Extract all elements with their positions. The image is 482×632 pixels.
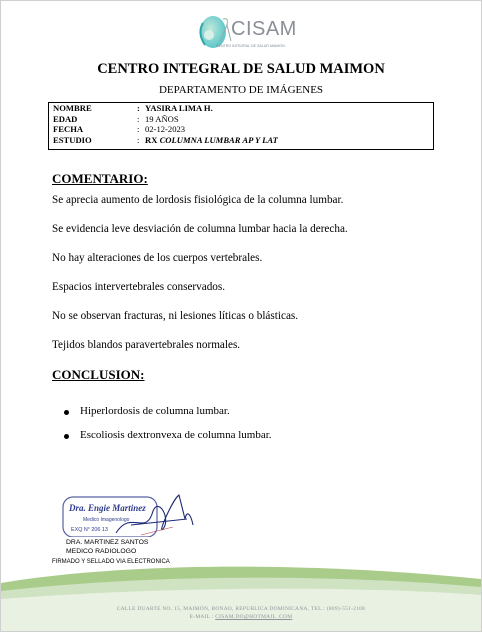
patient-row-edad [49,114,433,125]
patient-name: YASIRA LIMA H. [145,103,213,113]
bullet-icon [64,434,69,439]
conclusion-text: Hiperlordosis de columna lumbar. [80,405,230,417]
logo-subtitle: CENTRO INTEGRAL DE SALUD MAIMON [216,44,285,48]
row-label: NOMBRE [53,103,92,113]
department-label: DEPARTAMENTO DE IMÁGENES [158,84,324,96]
study-date: 02-12-2023 [145,124,186,134]
patient-info-box [48,102,434,150]
signature-note: FIRMADO Y SELLADO VIA ELECTRONICA [52,559,170,565]
doctor-name: DRA. MARTINEZ SANTOS [66,539,149,546]
conclusion-text: Escoliosis dextronvexa de columna lumbar. [80,429,272,441]
doctor-title: MEDICO RADIOLOGO [66,548,137,555]
row-separator: : [137,113,140,124]
row-label: FECHA [53,124,84,134]
comment-line: Se evidencia leve desviación de columna lumbar hacia la derecha. [52,223,348,235]
patient-row-nombre [49,103,433,114]
comentario-heading: COMENTARIO: [52,171,148,186]
patient-row-estudio [49,135,433,146]
comment-line: No se observan fracturas, ni lesiones líticas o blásticas. [52,310,299,322]
patient-age: 19 AÑOS [145,113,179,124]
footer-email-link[interactable]: CISAM.DO@HOTMAIL .COM [215,614,293,620]
stamp-title: Medico Imagenologo [83,517,130,523]
study-name [145,135,278,146]
bullet-icon [64,410,69,415]
stamp-exq: EXQ N° 206 13 [71,527,108,533]
signature-stamp [61,489,196,537]
logo-text: CISAM [231,18,297,40]
row-label: EDAD [53,113,78,124]
row-separator: : [137,124,140,134]
stamp-name: Dra. Engie Martinez [69,503,146,513]
row-label: ESTUDIO [53,134,92,145]
footer-email [1,614,481,620]
footer-email-label: E-MAIL : [189,614,214,620]
comment-line: Se aprecia aumento de lordosis fisiológica de la columna lumbar. [52,194,344,206]
comment-line: No hay alteraciones de los cuerpos vertebrales. [52,252,263,264]
study-description: COLUMNA LUMBAR AP Y LAT [159,134,278,145]
footer-wave [1,561,481,631]
study-prefix: RX [145,134,158,145]
row-separator: : [137,134,140,145]
patient-row-fecha [49,124,433,135]
comment-line: Espacios intervertebrales conservados. [52,281,226,293]
conclusion-heading: CONCLUSION: [52,367,145,382]
comment-line: Tejidos blandos paravertebrales normales. [52,339,241,351]
footer-address: CALLE DUARTE NO. 15, MAIMÓN, BONAO, REPUBLICA DOMINICANA, TEL.: (809)-551-2108 [116,606,366,612]
report-title: CENTRO INTEGRAL DE SALUD MAIMON [97,61,385,77]
row-separator: : [137,103,140,113]
